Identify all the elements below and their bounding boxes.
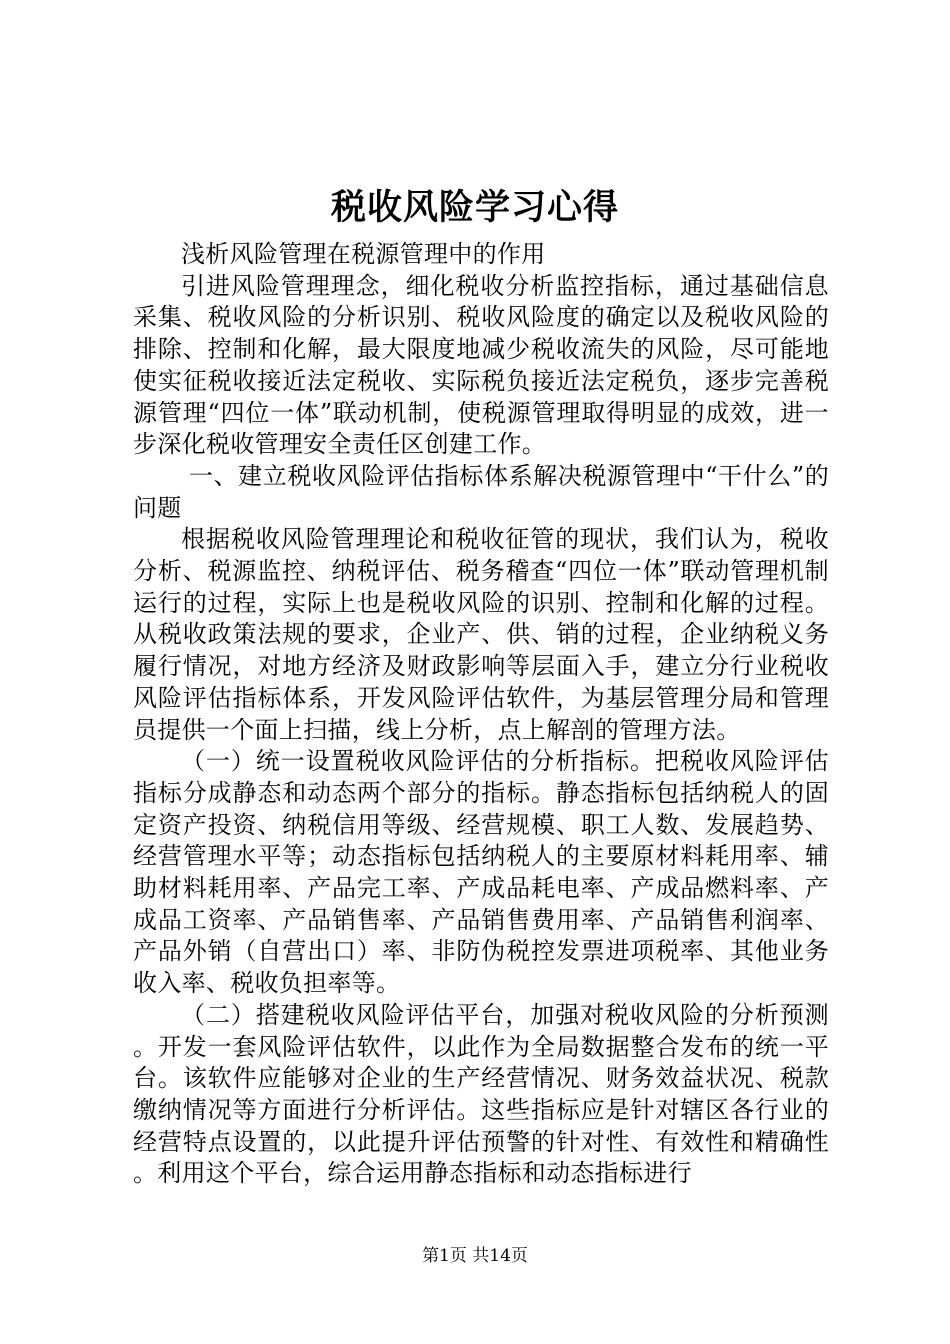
document-title: 税收风险学习心得 <box>330 187 619 228</box>
document-body <box>133 239 829 1190</box>
body-paragraph: （二）搭建税收风险评估平台，加强对税收风险的分析预测。开发一套风险评估软件，以此作为全局数据整合发布的统一平台。该软件应能够对企业的生产经营情况、财务效益状况、税款缴纳情况等方面进行分析评估。这些指标应是针对辖区各行业的经营特点设置的，以此提升评估预警的针对性、有效性和精确性。利用这个平台，综合运用静态指标和动态指标进行 <box>133 1000 829 1188</box>
body-paragraph: 引进风险管理理念，细化税收分析监控指标，通过基础信息采集、税收风险的分析识别、税收风险度的确定以及税收风险的排除、控制和化解，最大限度地减少税收流失的风险，尽可能地使实征税收接近法定税收、实际税负接近法定税负，逐步完善税源管理“四位一体”联动机制，使税源管理取得明显的成效，进一步深化税收管理安全责任区创建工作。 <box>133 271 829 459</box>
body-paragraph: （一）统一设置税收风险评估的分析指标。把税收风险评估指标分成静态和动态两个部分的指标。静态指标包括纳税人的固定资产投资、纳税信用等级、经营规模、职工人数、发展趋势、经营管理水平等；动态指标包括纳税人的主要原材料耗用率、辅助材料耗用率、产品完工率、产成品耗电率、产成品燃料率、产成品工资率、产品销售率、产品销售费用率、产品销售利润率、产品外销（自营出口）率、非防伪税控发票进项税率、其他业务收入率、税收负担率等。 <box>133 747 829 998</box>
page-number-footer: 第1页 共14页 <box>422 1246 528 1266</box>
body-paragraph: 根据税收风险管理理论和税收征管的现状，我们认为，税收分析、税源监控、纳税评估、税务稽查“四位一体”联动管理机制运行的过程，实际上也是税收风险的识别、控制和化解的过程。从税收政策法规的要求，企业产、供、销的过程，企业纳税义务履行情况，对地方经济及财政影响等层面入手，建立分行业税收风险评估指标体系，开发风险评估软件，为基层管理分局和管理员提供一个面上扫描，线上分析，点上解剖的管理方法。 <box>133 525 829 744</box>
subtitle-paragraph: 浅析风险管理在税源管理中的作用 <box>181 240 546 268</box>
section-heading: 一、建立税收风险评估指标体系解决税源管理中“干什么”的问题 <box>133 461 829 522</box>
